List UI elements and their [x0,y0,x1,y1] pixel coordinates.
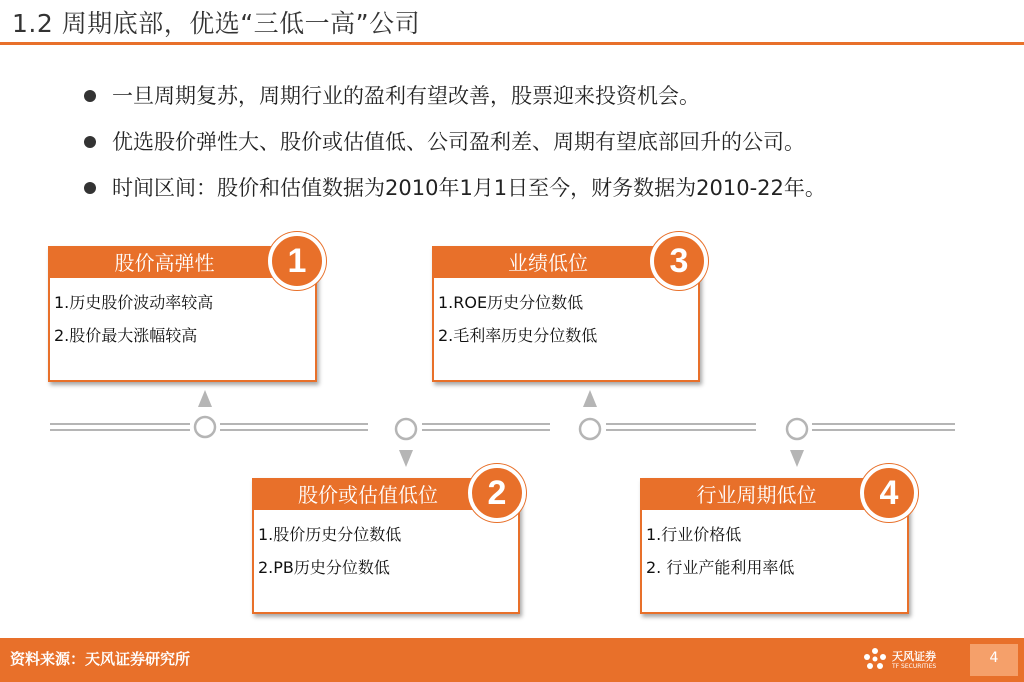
card-item: 2.PB历史分位数低 [258,558,390,577]
bullet-dot-icon [84,182,96,194]
timeline-node [396,419,416,439]
card-item: 1.历史股价波动率较高 [54,293,214,312]
bullet-item [84,126,1014,172]
bullet-dot-icon [84,136,96,148]
title-underline [0,42,1024,45]
card-title: 行业周期低位 [642,480,907,510]
logo-text: 天风证券 [892,650,936,663]
bullet-item [84,172,1014,218]
arrow-down-icon [790,450,804,467]
card-item: 2.毛利率历史分位数低 [438,326,598,345]
arrow-up-icon [583,390,597,407]
timeline-connector [0,380,1024,480]
bullet-list [84,80,1014,218]
card-title: 股价高弹性 [50,248,315,278]
timeline-node [580,419,600,439]
card-item: 2.股价最大涨幅较高 [54,326,198,345]
source-note: 资料来源：天风证券研究所 [10,650,191,668]
bullet-item [84,80,1014,126]
logo-subtext: TF SECURITIES [892,663,937,670]
bullet-text: 一旦周期复苏，周期行业的盈利有望改善，股票迎来投资机会。 [112,84,700,108]
number-badge: 3 [650,232,708,290]
bullet-dot-icon [84,90,96,102]
card-item: 1.ROE历史分位数低 [438,293,584,312]
tf-logo-icon [862,646,888,672]
number-badge: 4 [860,464,918,522]
page-number-box [970,644,1018,676]
slide-title: 1.2 周期底部，优选“三低一高”公司 [12,9,421,38]
bullet-text: 优选股价弹性大、股价或估值低、公司盈利差、周期有望底部回升的公司。 [112,130,805,154]
bullet-text: 时间区间：股价和估值数据为2010年1月1日至今，财务数据为2010-22年。 [112,176,826,200]
card-item: 2. 行业产能利用率低 [646,558,795,577]
timeline-node [787,419,807,439]
title-bar [0,0,1024,46]
number-badge: 2 [468,464,526,522]
card-item: 1.行业价格低 [646,525,742,544]
timeline-node [195,417,215,437]
card-item: 1.股价历史分位数低 [258,525,402,544]
card-title: 股价或估值低位 [254,480,518,510]
card-title: 业绩低位 [434,248,698,278]
arrow-up-icon [198,390,212,407]
footer-bar [0,638,1024,682]
number-badge: 1 [268,232,326,290]
arrow-down-icon [399,450,413,467]
page-number: 4 [989,650,999,666]
